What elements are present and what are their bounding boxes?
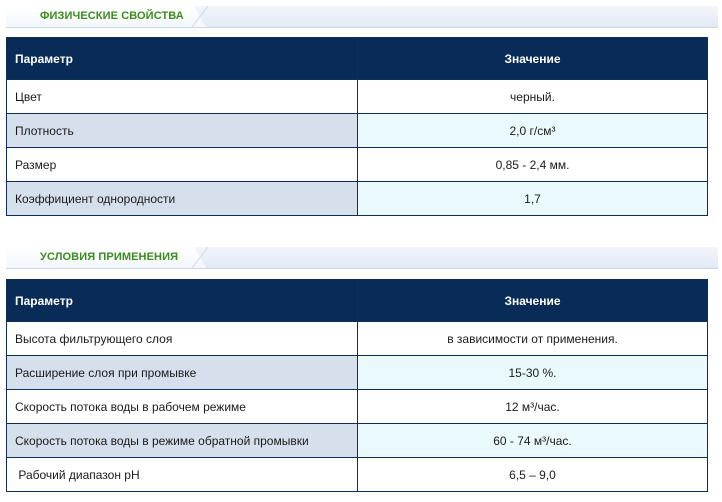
table-header-row bbox=[7, 280, 708, 322]
section-header-physical bbox=[6, 6, 718, 27]
table-row bbox=[7, 114, 708, 148]
table-row bbox=[7, 322, 708, 356]
table-header-row bbox=[7, 38, 708, 80]
value-cell: 0,85 - 2,4 мм. bbox=[358, 148, 708, 182]
table-row bbox=[7, 80, 708, 114]
section-title: УСЛОВИЯ ПРИМЕНЕНИЯ bbox=[40, 251, 179, 263]
table-row bbox=[7, 148, 708, 182]
value-cell: 6,5 – 9,0 bbox=[358, 458, 708, 492]
param-cell: Коэффициент однородности bbox=[7, 182, 358, 216]
param-cell: Размер bbox=[7, 148, 358, 182]
table-row bbox=[7, 182, 708, 216]
param-cell: Скорость потока воды в режиме обратной промывки bbox=[7, 424, 358, 458]
section-header-tab-edge bbox=[192, 247, 208, 268]
section-header-usage bbox=[6, 247, 718, 268]
value-cell: черный. bbox=[358, 80, 708, 114]
value-cell: 60 - 74 м³/час. bbox=[358, 424, 708, 458]
column-header-param: Параметр bbox=[7, 38, 358, 80]
param-cell: Рабочий диапазон pH bbox=[7, 458, 358, 492]
param-cell: Высота фильтрующего слоя bbox=[7, 322, 358, 356]
section-title: ФИЗИЧЕСКИЕ СВОЙСТВА bbox=[40, 10, 184, 22]
column-header-value: Значение bbox=[358, 38, 708, 80]
param-cell: Скорость потока воды в рабочем режиме bbox=[7, 390, 358, 424]
table-row bbox=[7, 390, 708, 424]
value-cell: 12 м³/час. bbox=[358, 390, 708, 424]
param-cell: Расширение слоя при промывке bbox=[7, 356, 358, 390]
value-cell: в зависимости от применения. bbox=[358, 322, 708, 356]
table-row bbox=[7, 356, 708, 390]
section-header-tab-edge bbox=[192, 6, 208, 27]
table-row bbox=[7, 458, 708, 492]
value-cell: 1,7 bbox=[358, 182, 708, 216]
column-header-param: Параметр bbox=[7, 280, 358, 322]
param-cell: Цвет bbox=[7, 80, 358, 114]
value-cell: 15-30 %. bbox=[358, 356, 708, 390]
value-cell: 2,0 г/см³ bbox=[358, 114, 708, 148]
usage-conditions-table bbox=[6, 279, 708, 492]
column-header-value: Значение bbox=[358, 280, 708, 322]
table-row bbox=[7, 424, 708, 458]
param-cell: Плотность bbox=[7, 114, 358, 148]
physical-properties-table bbox=[6, 37, 708, 216]
